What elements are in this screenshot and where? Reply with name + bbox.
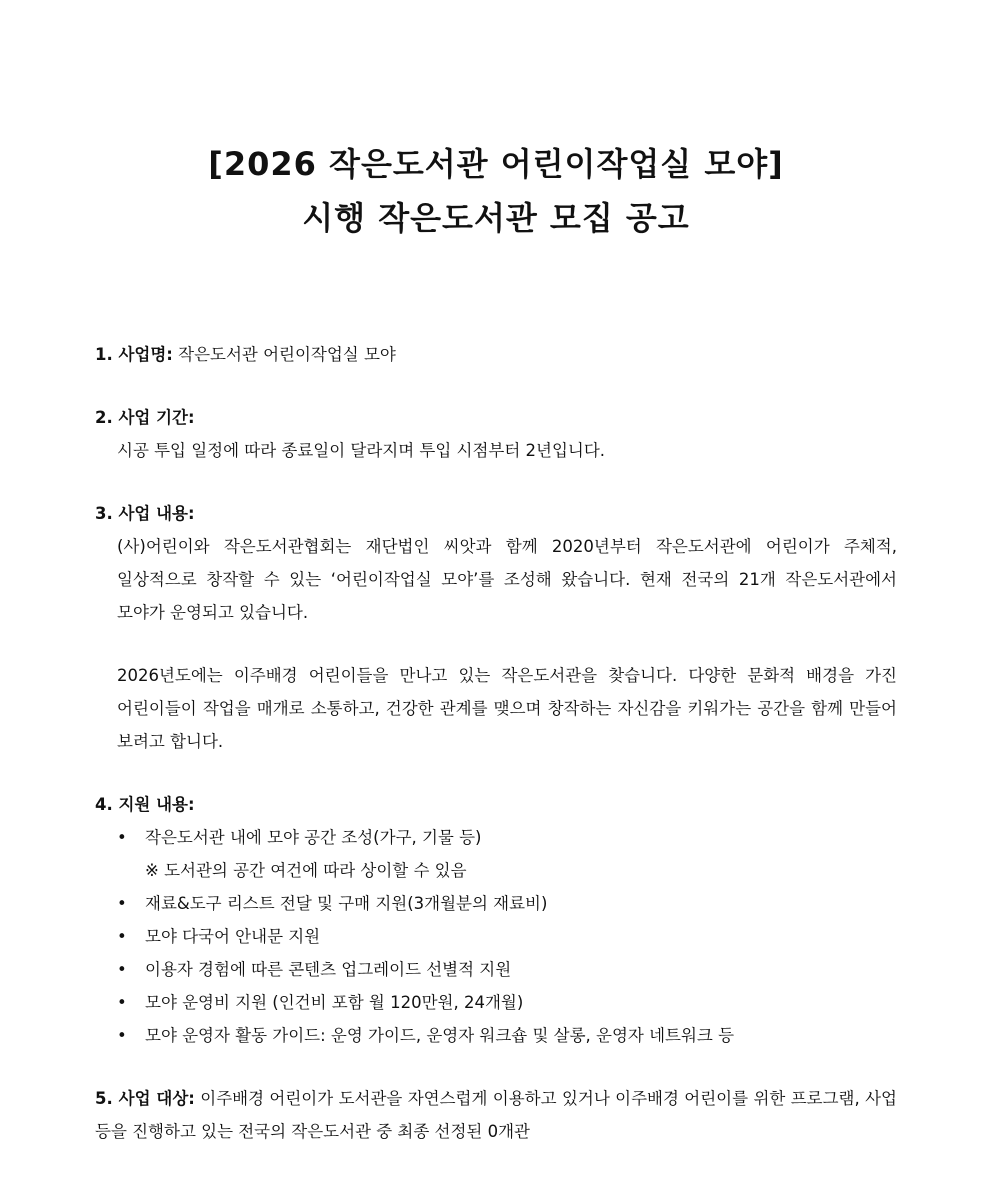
title-line-1: [2026 작은도서관 어린이작업실 모야] <box>208 145 784 183</box>
section-label: 3. 사업 내용: <box>95 504 195 523</box>
bullet-icon: • <box>117 828 127 847</box>
section-project-period <box>95 401 897 467</box>
list-item: • 모야 운영자 활동 가이드: 운영 가이드, 운영자 워크숍 및 살롱, 운영자 네트워크 등 <box>95 1019 897 1052</box>
section-label: 1. 사업명: <box>95 345 173 364</box>
target-text: 이주배경 어린이가 도서관을 자연스럽게 이용하고 있거나 이주배경 어린이를 위한 프로그램, 사업 등을 진행하고 있는 전국의 작은도서관 중 최종 선정된 0개관 <box>95 1089 897 1141</box>
list-item: • 모야 운영비 지원 (인건비 포함 월 120만원, 24개월) <box>95 986 897 1019</box>
project-name: 작은도서관 어린이작업실 모야 <box>178 345 396 364</box>
title-line-2: 시행 작은도서관 모집 공고 <box>302 199 690 237</box>
section-label: 4. 지원 내용: <box>95 795 195 814</box>
section-label: 5. 사업 대상: <box>95 1089 195 1108</box>
section-label: 2. 사업 기간: <box>95 408 195 427</box>
content-paragraph-1: (사)어린이와 작은도서관협회는 재단법인 씨앗과 함께 2020년부터 작은도서관에 어린이가 주체적, 일상적으로 창작할 수 있는 ‘어린이작업실 모야’를 조성해 왔습니다. 현재 전국의 21개 작은도서관에서 모야가 운영되고 있습니다. <box>117 537 897 622</box>
list-item: • 이용자 경험에 따른 콘텐츠 업그레이드 선별적 지원 <box>95 953 897 986</box>
list-item: • 재료&도구 리스트 전달 및 구매 지원(3개월분의 재료비) <box>95 887 897 920</box>
section-project-name <box>95 338 897 371</box>
document-title <box>0 137 992 245</box>
support-list <box>95 821 897 1052</box>
section-target <box>95 1082 897 1148</box>
support-note: ※ 도서관의 공간 여건에 따라 상이할 수 있음 <box>145 861 467 880</box>
bullet-icon: • <box>117 894 127 913</box>
list-item: • 작은도서관 내에 모야 공간 조성(가구, 기물 등) <box>95 821 897 854</box>
content-paragraph-2: 2026년도에는 이주배경 어린이들을 만나고 있는 작은도서관을 찾습니다. 다양한 문화적 배경을 가진 어린이들이 작업을 매개로 소통하고, 건강한 관계를 맺으며 창작하는 자신감을 키워가는 공간을 함께 만들어 보려고 합니다. <box>117 666 897 751</box>
section-support <box>95 788 897 1052</box>
bullet-icon: • <box>117 1026 127 1045</box>
bullet-icon: • <box>117 960 127 979</box>
section-project-content <box>95 497 897 758</box>
bullet-icon: • <box>117 927 127 946</box>
period-text: 시공 투입 일정에 따라 종료일이 달라지며 투입 시점부터 2년입니다. <box>117 441 606 460</box>
bullet-icon: • <box>117 993 127 1012</box>
document-body <box>95 338 897 1178</box>
list-item: • 모야 다국어 안내문 지원 <box>95 920 897 953</box>
